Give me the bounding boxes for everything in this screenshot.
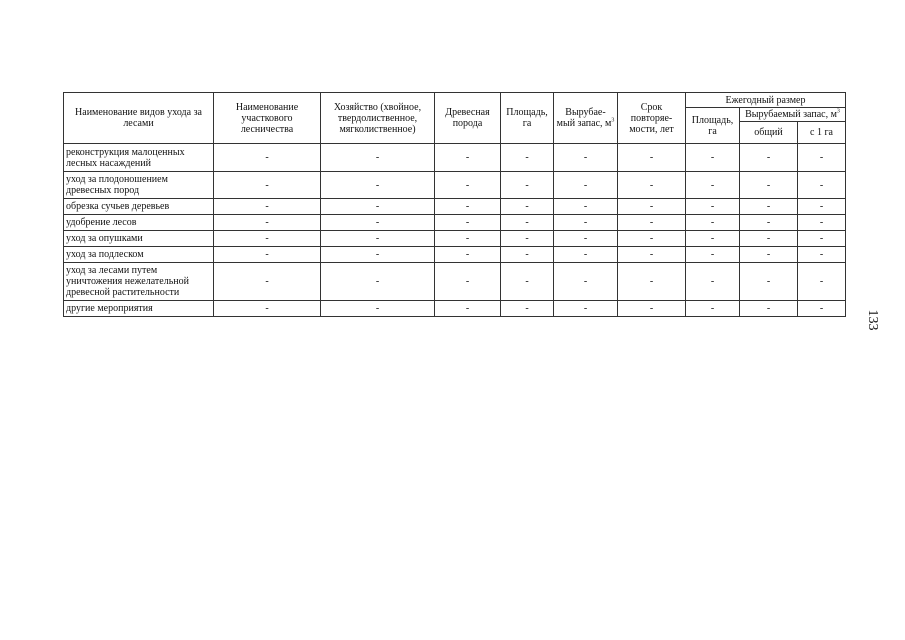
row-name: уход за плодоношением древесных пород bbox=[64, 172, 214, 199]
row-cell: - bbox=[554, 199, 618, 215]
row-name: удобрение лесов bbox=[64, 215, 214, 231]
table-row bbox=[64, 301, 846, 317]
header-annual: Ежегодный размер bbox=[686, 93, 846, 108]
row-cell: - bbox=[501, 263, 554, 301]
row-cell: - bbox=[554, 231, 618, 247]
row-cell: - bbox=[798, 301, 846, 317]
row-cell: - bbox=[321, 199, 435, 215]
row-cell: - bbox=[618, 172, 686, 199]
row-cell: - bbox=[554, 172, 618, 199]
header-annual-stock bbox=[740, 108, 846, 122]
row-cell: - bbox=[740, 263, 798, 301]
header-stock-text: Вырубае- мый запас, м bbox=[556, 107, 612, 129]
forest-care-table bbox=[63, 92, 846, 317]
table-row bbox=[64, 231, 846, 247]
row-cell: - bbox=[501, 301, 554, 317]
row-cell: - bbox=[740, 231, 798, 247]
header-species: Древесная порода bbox=[435, 93, 501, 144]
row-cell: - bbox=[740, 144, 798, 172]
row-cell: - bbox=[618, 199, 686, 215]
row-cell: - bbox=[798, 199, 846, 215]
header-annual-stock-sup: 3 bbox=[836, 108, 840, 115]
row-cell: - bbox=[501, 172, 554, 199]
row-cell: - bbox=[798, 263, 846, 301]
row-cell: - bbox=[686, 144, 740, 172]
row-name: уход за лесами путем уничтожения нежелательной древесной растительности bbox=[64, 263, 214, 301]
row-cell: - bbox=[554, 144, 618, 172]
row-cell: - bbox=[554, 263, 618, 301]
row-cell: - bbox=[435, 172, 501, 199]
header-annual-area: Площадь, га bbox=[686, 108, 740, 144]
row-cell: - bbox=[435, 263, 501, 301]
header-per-ha: с 1 га bbox=[798, 122, 846, 144]
row-cell: - bbox=[798, 215, 846, 231]
row-cell: - bbox=[321, 172, 435, 199]
row-cell: - bbox=[686, 231, 740, 247]
row-cell: - bbox=[618, 144, 686, 172]
row-cell: - bbox=[214, 172, 321, 199]
row-cell: - bbox=[618, 231, 686, 247]
row-cell: - bbox=[501, 199, 554, 215]
row-cell: - bbox=[501, 144, 554, 172]
row-cell: - bbox=[501, 215, 554, 231]
header-total: общий bbox=[740, 122, 798, 144]
row-cell: - bbox=[321, 263, 435, 301]
row-cell: - bbox=[321, 215, 435, 231]
header-annual-stock-text: Вырубаемый запас, м bbox=[745, 109, 837, 120]
row-cell: - bbox=[214, 231, 321, 247]
header-stock-sup: 3 bbox=[611, 117, 615, 124]
table-row bbox=[64, 199, 846, 215]
row-cell: - bbox=[435, 247, 501, 263]
row-cell: - bbox=[618, 215, 686, 231]
row-cell: - bbox=[618, 247, 686, 263]
table-row bbox=[64, 247, 846, 263]
header-stock bbox=[554, 93, 618, 144]
row-cell: - bbox=[214, 247, 321, 263]
row-cell: - bbox=[798, 144, 846, 172]
row-cell: - bbox=[435, 144, 501, 172]
row-cell: - bbox=[501, 247, 554, 263]
row-cell: - bbox=[435, 231, 501, 247]
header-economy: Хозяйство (хвойное, твердолиственное, мягколиственное) bbox=[321, 93, 435, 144]
row-cell: - bbox=[321, 247, 435, 263]
row-name: обрезка сучьев деревьев bbox=[64, 199, 214, 215]
row-cell: - bbox=[798, 172, 846, 199]
row-cell: - bbox=[798, 231, 846, 247]
table-row bbox=[64, 172, 846, 199]
header-type: Наименование видов ухода за лесами bbox=[64, 93, 214, 144]
row-cell: - bbox=[618, 301, 686, 317]
table-row bbox=[64, 144, 846, 172]
row-name: реконструкция малоценных лесных насаждений bbox=[64, 144, 214, 172]
row-cell: - bbox=[321, 301, 435, 317]
table-row bbox=[64, 215, 846, 231]
row-cell: - bbox=[686, 301, 740, 317]
row-cell: - bbox=[686, 215, 740, 231]
row-cell: - bbox=[740, 199, 798, 215]
row-cell: - bbox=[686, 263, 740, 301]
row-cell: - bbox=[554, 247, 618, 263]
row-cell: - bbox=[435, 301, 501, 317]
row-cell: - bbox=[554, 301, 618, 317]
row-name: уход за подлеском bbox=[64, 247, 214, 263]
row-cell: - bbox=[214, 144, 321, 172]
page-number: 133 bbox=[865, 309, 880, 331]
table-body bbox=[64, 144, 846, 317]
row-cell: - bbox=[686, 172, 740, 199]
row-cell: - bbox=[554, 215, 618, 231]
table-row bbox=[64, 263, 846, 301]
header-area: Площадь, га bbox=[501, 93, 554, 144]
row-cell: - bbox=[686, 247, 740, 263]
header-forestry: Наименование участкового лесничества bbox=[214, 93, 321, 144]
row-name: другие мероприятия bbox=[64, 301, 214, 317]
row-cell: - bbox=[618, 263, 686, 301]
row-cell: - bbox=[740, 172, 798, 199]
row-cell: - bbox=[501, 231, 554, 247]
row-cell: - bbox=[686, 199, 740, 215]
row-cell: - bbox=[214, 199, 321, 215]
row-cell: - bbox=[321, 231, 435, 247]
row-cell: - bbox=[740, 301, 798, 317]
row-cell: - bbox=[435, 199, 501, 215]
header-period: Срок повторяе- мости, лет bbox=[618, 93, 686, 144]
row-cell: - bbox=[214, 301, 321, 317]
row-cell: - bbox=[740, 215, 798, 231]
row-cell: - bbox=[740, 247, 798, 263]
row-cell: - bbox=[214, 263, 321, 301]
row-cell: - bbox=[798, 247, 846, 263]
row-name: уход за опушками bbox=[64, 231, 214, 247]
row-cell: - bbox=[321, 144, 435, 172]
row-cell: - bbox=[214, 215, 321, 231]
row-cell: - bbox=[435, 215, 501, 231]
